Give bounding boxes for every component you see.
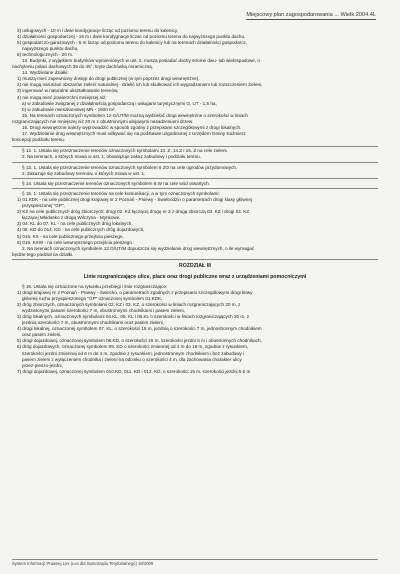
text-line: 5) 015. KX - na cele publicznego przejścia pieszego, [17,233,124,239]
text-line: 5) drogi dojazdowej, oznaczonej symbolem 08.KD, o szerokości 15 m, szerokości jezdni 6 m i obustronnych chodnikach, [17,338,262,344]
text-line: 7) drogi dojazdowej, oznaczonej symbolem 010.KD, 011. KD i 012. KD, o szerokości 15 m, szerokości jezdni 5,5 m [17,368,251,374]
text-line: będzie tego podział na działki. [12,251,74,257]
text-line: 3) ingerować w naturalne ukształtowanie terenów, [17,88,119,94]
chapter-number: ROZDZIAŁ III [179,262,211,269]
text-line: koncepcji podziału terenu. [12,136,66,142]
text-line: 4) działalności gospodarczej - 15 m i dwie kondygnacje liczac od poziomu terenu do najwyższego punktu dachu, [17,34,246,40]
text-line: najwyższego punktu dachu, [22,46,79,52]
text-line: wydzielonymi pasami szerokości 7 m, obustronnymi chodnikami i pasem zieleni, [22,308,185,314]
text-line: 2) dróg zbiorczych, oznaczonych symbolami 02. KZ i 03. KZ, o szerokości w liniach rozgraniczających 20 m, z [17,302,241,308]
text-line: 2. Na terenach oznaczonych symbolem 12.G/UT/M dopuszcza się wydzielanie drog wewnętrznych, o ile wymagać [22,245,255,251]
paragraph-block [12,284,378,375]
text-line: 13. Budynki, z wyjątkiem budynków wymienionych w ust. 2, muszą posiadać dachy strome dwu- lub wielospadowe, o [22,58,260,64]
text-line: szerokości jezdni zmiennej od 6 m do 4 m, zgodnie z rysunkiem, jednostronnym chodnikiem i bez zabudowy i [22,350,245,356]
paragraph-block [12,28,378,143]
text-line: 1) drogi krajowej nr 2 Poznań - Pniewy - Świecko, o parametrach zgodnych z przepisami szczegółowymi drogi klasy [17,290,253,296]
chapter-title: Linie rozgraniczające ulice, place oraz drogi publiczne wraz z urządzeniami pomocniczymi [83,273,307,280]
text-line: nachyleniu połaci dachowych 35 do 45°, kryte dachówką ceramiczną. [12,64,154,70]
text-line: 2. Na terenach, o których mowa w ust. 1, obowiązuje zakaz zabudowy i podziału terenu. [22,154,201,160]
text-line: 16. Drogi wewnętrzne należy wyprowadzić w sposób zgodny z przepisami szczegółowymi z drogi lokalnych. [22,124,242,130]
section-paragraph [12,191,378,260]
text-line: 2) nie mogą naruszać obszarów zieleni naturalnej - dzielić ich lub skutkować ich wygradzaniem lub rozszczeniem zieleni, [17,82,263,88]
document-body [12,28,378,375]
text-line: przyspieszonej "GP", [22,203,65,209]
text-line: § 12. 1. Ustala się przeznaczenie terenów oznaczonych symbolami 13. Z, 14.Z i 15. Z na cele zieleni. [22,148,228,154]
text-line: 14. Wydzielane działki: [22,70,69,76]
text-line: oraz pasem zieleni, [22,332,62,338]
text-line: 1) 01.KDK - na cele publicznej drogi krajowej nr 2 Poznań - Pniewy - Świebodzin o parametrach drogi klasy głównej [17,197,252,203]
text-line: b) w zabudowie mieszkaniowej MN - 1500 m². [22,106,116,112]
page-footer: System Informacji Prawnej Lex (Lex dla Samorządu Terytorialnego) 18/2009 [12,559,378,567]
sections-block [12,146,378,260]
text-line: 6) 016. KXW - na cele wewnętrznego przejścia pieszego. [17,239,134,245]
text-line: 2) KZ na cele publicznych dróg zbiorczych: drogi 02. KZ łączącej drogę nr 2 z drogą zbiorczą 03. KZ i drogi 03. KZ [17,209,250,215]
running-header: Miejscowy plan zagospodarowania ... Wielk 2004.4L [246,12,376,20]
text-line: 3) usługowych - 10 m i dwie kondygnacje licząc od poziomu terenu do kalenicy, [17,28,179,33]
text-line: § 15. 1. Ustala się przeznaczenie terenów na cele komunikacji, a w tym oznaczonych symbolami: [22,191,220,197]
text-line: przez-pieszo-jezdni, [22,362,63,368]
text-line: 6) technologicznych - 20 m. [17,52,74,58]
text-line: a) w zabudowie związanej z działalnością gospodarczą i usługami turystycznymi G, UT - 1,5 ha, [22,100,217,106]
text-line: głównej ruchu przyspieszonego "GP" oznaczonej symbolem 01.KDK, [22,296,163,302]
text-line: 5) gospodarczo-garażowych - 6 m licząc od poziomu terenu do kalenicy lub na terenach działalności gospodarcz, [17,40,248,46]
text-line: 6) dróg dojazdowych, oznaczonej symbolem 09. KD o szerokości zmiennej od 4 m do 18 m, zgodnie z rysunkiem, [17,344,249,350]
text-line: § 14. Ustala się przeznaczenie terenów oznaczonych symbolem 9.W na cele wód otwartych. [22,180,210,186]
text-line: 4) drogi lokalnej, oznaczonej symbolem 07. KL, o szerokości 15 m, jezdnią o szerokości 7 m, jednostronnym chodnikiem [17,326,262,332]
section-paragraph [12,146,378,163]
text-line: 3) 04. KL do 07. KL - na cele publicznych dróg lokalnych, [17,221,133,227]
section-paragraph [12,165,378,179]
text-line: łączącej Młodasko z drogą Wilczyna - Mynkowe, [22,215,121,221]
text-line: pasem zieleni z wyłączeniem chodnika i zieleni na odcinku o szerokości 4 m, dla zachowania charakter ulicy [22,356,242,362]
text-line: 4) nie mogą mieć powierzchni mniejszej niż: [17,94,107,100]
text-line: rozgraniczających nie mniejszej niż 20 m z obustronnymi alejowymi nasadzeniami drzew. [12,118,194,124]
text-line: 3) dróg lokalnych, oznaczonych symbolami 04.KL, 05. KL i 06.KL o szerokości w liniach rozgraniczających 20 m, z [17,314,250,320]
text-line: 1) muszą mieć zapewniony dostęp do drogi publicznej (w tym poprzez drogi wewnętrzne), [17,76,200,82]
text-line: § 16. Ustala się oznaczone na rysunku przebiegi i linie rozgraniczające: [22,283,168,289]
text-line: § 13. 1. Ustala się przeznaczenie terenów oznaczonych symbolem 6 ZO na cele ogrodów przydomowych. [22,164,238,170]
text-line: jezdnią szerokości 7 m, obustronnymi chodnikami oraz pasem zieleni, [22,320,164,326]
text-line: 2. Zakazuje się zabudowy terenów, o których mowa w ust. 1. [22,170,146,176]
text-line: 4) 08. KD do 014. KD - na cele publicznych dróg dojazdowych, [17,227,145,233]
section-paragraph [12,181,378,189]
text-line: 15. Na terenach oznaczonych symbolem 12.G/UT/M możną wydzielać drogi wewnętrzne o szerokości w liniach [22,112,248,118]
text-line: 17. Wydzielanie drog wewnętrznych musi odbywać się na podstawie uzgodnionej z Urzędem Gminy Kaźmierz [22,130,246,136]
